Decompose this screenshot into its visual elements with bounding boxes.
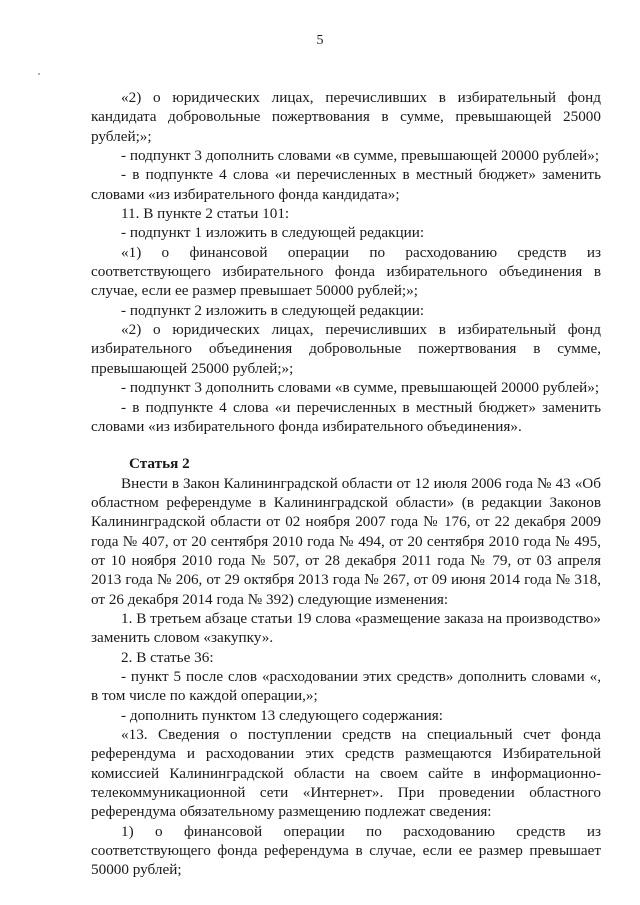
paragraph: «2) о юридических лицах, перечисливших в избирательный фонд избирательного объединения добровольные пожертвования в сумме, превышающей 25000 рублей;»; [91,321,601,377]
paragraph: «2) о юридических лицах, перечисливших в избирательный фонд кандидата добровольные пожертвования в сумме, превышающей 25000 рублей;»; [91,89,601,145]
paragraph: - дополнить пунктом 13 следующего содержания: [121,706,443,724]
paragraph: - в подпункте 4 слова «и перечисленных в местный бюджет» заменить словами «из избирательного фонда избирательного объединения». [91,398,601,435]
scan-speck [38,73,40,75]
paragraph: 1. В третьем абзаце статьи 19 слова «размещение заказа на производство» заменить словом «закупку». [91,609,601,647]
paragraph: 2. В статье 36: [121,648,214,666]
paragraph: - подпункт 1 изложить в следующей редакции: [121,224,425,242]
page-number: 5 [316,33,324,48]
paragraph: «1) о финансовой операции по расходованию средств из соответствующего избирательного фонда избирательного объединения в случае, если ее размер превышает 50000 рублей;»; [91,243,601,300]
document-body [91,88,601,880]
paragraph: Внести в Закон Калининградской области от 12 июля 2006 года № 43 «Об областном референдуме в Калининградской области» (в редакции Законов Калининградской области от 02 ноября 2007 года № 176, от 22 декабря 2009 года № 407, от 20 сентября 2010 года № 494, от 20 сентября 2010 года № 495, от 10 ноября 2010 года № 507, от 28 декабря 2011 года № 79, от 03 апреля 2013 года № 206, от 29 октября 2013 года № 267, от 09 июня 2014 года № 318, от 26 декабря 2014 года № 392) следующие изменения: [91,474,601,608]
paragraph: - подпункт 2 изложить в следующей редакции: [121,301,425,319]
paragraph: - в подпункте 4 слова «и перечисленных в местный бюджет» заменить словами «из избирательного фонда кандидата»; [91,166,601,203]
paragraph: 11. В пункте 2 статьи 101: [121,205,290,223]
paragraph: - подпункт 3 дополнить словами «в сумме, превышающей 20000 рублей»; [121,147,600,165]
article-heading: Статья 2 [129,455,190,473]
paragraph: - подпункт 3 дополнить словами «в сумме, превышающей 20000 рублей»; [121,379,600,397]
paragraph: - пункт 5 после слов «расходовании этих средств» дополнить словами «, в том числе по каждой операции,»; [91,667,601,705]
paragraph: «13. Сведения о поступлении средств на специальный счет фонда референдума и расходовании этих средств размещаются Избирательной комиссией Калининградской области на своем сайте в информационно-телекоммуникационной сети «Интернет». При проведении областного референдума обязательному размещению подлежат сведения: [91,726,601,821]
paragraph: 1) о финансовой операции по расходованию средств из соответствующего фонда референдума в случае, если ее размер превышает 50000 рублей; [91,822,601,879]
